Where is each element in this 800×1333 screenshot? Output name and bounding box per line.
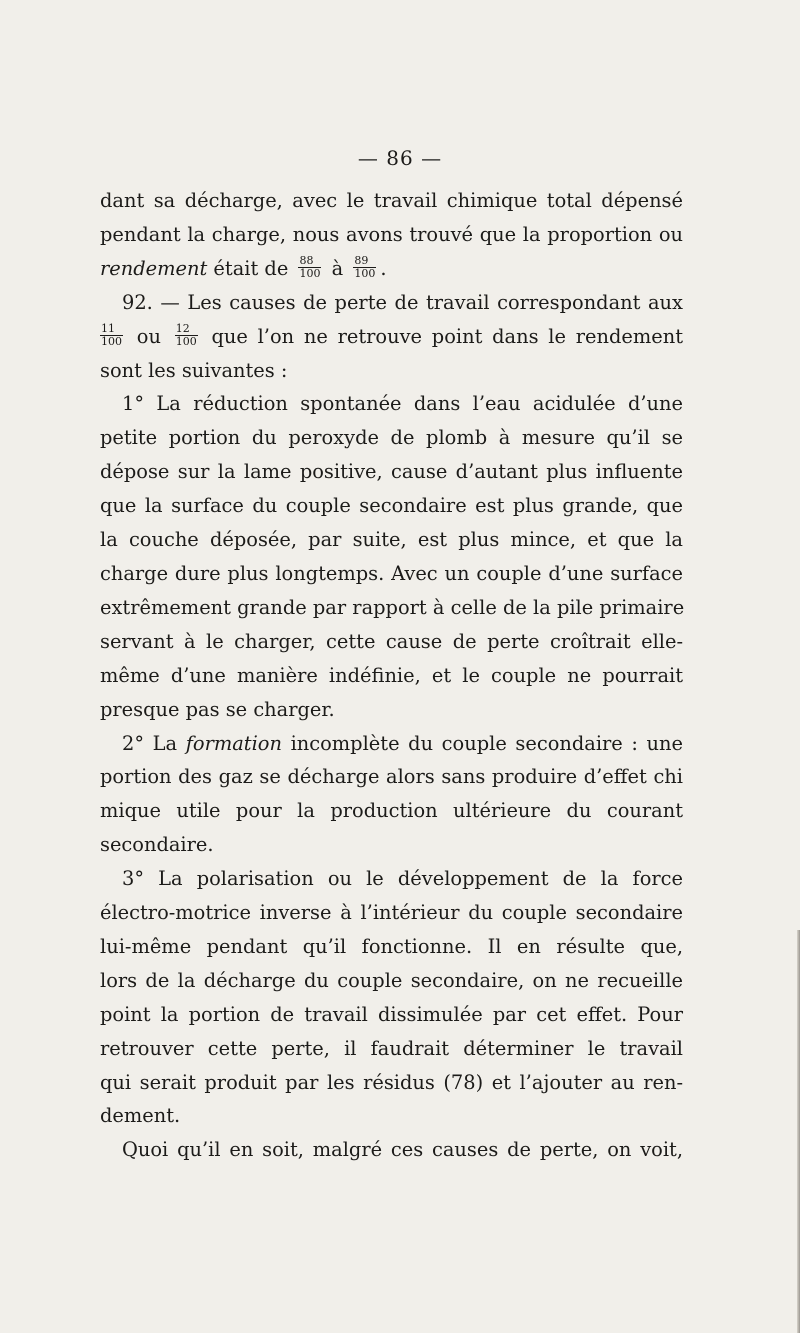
text-line: électro-motrice inverse à l’intérieur du couple secondaire <box>100 901 683 925</box>
fraction: $\frac{11}{100}$ <box>101 322 122 349</box>
text-line: petite portion du peroxyde de plomb à mesure qu’il se <box>100 426 683 450</box>
text-line: point la portion de travail dissimulée par cet effet. Pour <box>100 1002 683 1026</box>
text-line: dant sa décharge, avec le travail chimique total dépensé <box>100 189 683 212</box>
fraction: $\frac{89}{100}$ <box>354 254 376 281</box>
text-line: lui-même pendant qu’il fonctionne. Il en résulte que, <box>100 934 683 958</box>
text-line: charge dure plus longtemps. Avec un couple d’une surface <box>100 561 683 585</box>
text-line: lors de la décharge du couple secondaire, on ne recueille <box>100 968 683 992</box>
text-line: retrouver cette perte, il faudrait déterminer le travail <box>100 1036 683 1060</box>
section-heading-line: 92. — Les causes de perte de travail correspondant aux <box>122 290 683 314</box>
text-line: qui serait produit par les résidus (78) et l’ajouter au ren- <box>100 1070 683 1094</box>
fraction: $\frac{12}{100}$ <box>175 322 197 349</box>
italic-term: formation <box>185 731 282 755</box>
text-line: secondaire. <box>100 833 214 857</box>
text-line: portion des gaz se décharge alors sans produire d’effet chi <box>100 765 683 789</box>
text-line: servant à le charger, cette cause de perte croîtrait elle- <box>100 629 683 653</box>
list-item-1: 1° La réduction spontanée dans l’eau acidulée d’une <box>122 392 683 416</box>
text-line: Quoi qu’il en soit, malgré ces causes de perte, on voit, <box>122 1138 683 1162</box>
text-line: même d’une manière indéfinie, et le couple ne pourrait <box>100 663 683 687</box>
text-line: pendant la charge, nous avons trouvé que la proportion ou <box>100 222 683 246</box>
text-line: $\frac{11}{100}$ ou $\frac{12}{100}$ que l’on ne retrouve point dans le rendement <box>101 322 684 349</box>
text-line: dépose sur la lame positive, cause d’autant plus influente <box>100 460 683 484</box>
text-line: dement. <box>100 1104 181 1128</box>
text-line: rendement était de $\frac{88}{100}$ à $\frac{89}{100}$ . <box>100 254 387 281</box>
text-line: que la surface du couple secondaire est plus grande, que <box>100 494 683 518</box>
list-item-2: 2° La formation incomplète du couple secondaire : une <box>122 731 684 755</box>
text-line: extrêmement grande par rapport à celle de la pile primaire <box>100 595 685 619</box>
text-line: presque pas se charger. <box>100 697 335 721</box>
list-item-3: 3° La polarisation ou le développement de la force <box>122 867 683 891</box>
text-line: sont les suivantes : <box>100 358 288 382</box>
page-number: — 86 — <box>357 146 443 170</box>
text-line: la couche déposée, par suite, est plus mince, et que la <box>100 528 683 552</box>
body-text <box>100 184 683 1167</box>
italic-term: rendement <box>100 256 208 280</box>
text-line: mique utile pour la production ultérieure du courant <box>100 799 683 823</box>
fraction: $\frac{88}{100}$ <box>299 254 321 281</box>
